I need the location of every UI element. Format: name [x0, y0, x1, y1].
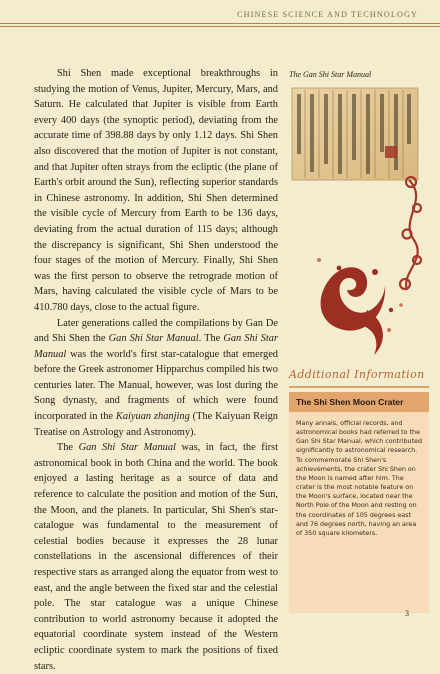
- header-rule: [0, 23, 440, 27]
- page-number: 3: [405, 609, 409, 618]
- paragraph-1: Shi Shen made exceptional breakthroughs in studying the motion of Venus, Jupiter, Mercury, Mars, and Saturn. He calculated that Jupiter is visible from Earth every 400 days (the synoptic period), deviating from the accurate time of 398.88 days by only 1.12 days. Shi Shen also discovered that the motion of Jupiter is not constant, and that Jupiter often strays from the ecliptic (the plane of Earth's orbit around the Sun), reflecting superior standards in Chinese astronomy. In addition, Shi Shen determined the visible cycle of Mercury from Earth to be 136 days, deviating from the actual duration of 115 days; although the discrepancy is significant, Shi Shen understood the four stages of the motion of Mercury. Finally, Shi Shen was the first person to observe the retrograde motion of Mars, having calculated the visible cycle of Mars to be 410.780 days, close to the actual figure.: [34, 68, 278, 313]
- p2-text-c: was the world's first star-catalogue that emerged before the Greek astronomer Hipparchus compiled his two centuries later. The Manual, however, was lost during the Song dynasty, and fragments of which were found incorporated in the: [34, 348, 278, 423]
- p3-text-a: The: [56, 442, 79, 454]
- additional-information-heading: Additional Information: [289, 368, 425, 381]
- paragraph-2: [34, 316, 278, 441]
- p2-text-d: (The Kaiyuan Reign Treatise on Astrology and Astronomy).: [34, 411, 278, 438]
- book-title-gan-shi: Gan Shi Star Manual: [78, 442, 176, 454]
- heading-underline: [289, 386, 429, 388]
- dragon-seal-artwork: [289, 160, 429, 365]
- p3-text-b: was, in fact, the first astronomical book in both China and the world. The book enjoyed a lasting heritage as a source of data and reference to calculate the position and motion of the Sun, the Moon, and the planets. In particular, Shi Shen's star-catalogue was fundamental to the measurement of celestial bodies because it expresses the 28 lunar constellations in the ascensional differences of their respective stars as arranged along the equator from west to east, and the angle between the fixed star and the celestial pole. The star catalogue was a unique Chinese contribution to world astronomy because it adopted the equatorial coordinate system instead of the Western ecliptic coordinate system to mark the positions of fixed stars.: [34, 442, 278, 672]
- p2-text-b: . The: [198, 333, 224, 345]
- info-box: [289, 392, 429, 613]
- book-title-gan-shi: Gan Shi Star Manual: [34, 333, 278, 360]
- book-title-gan-shi: Gan Shi Star Manual: [108, 333, 199, 345]
- figure-caption: The Gan Shi Star Manual: [289, 70, 372, 79]
- running-header: CHINESE SCIENCE AND TECHNOLOGY: [237, 10, 418, 19]
- info-box-text: Many annals, official records, and astronomical books had referred to the Gan Shi Star Manual, which contributed significantly to astronomical research. To commemorate Shi Shen's achievements, the crater Shi Shen on the Moon is named after him. The crater is the most notable feature on the Moon's surface, located near the North Pole of the Moon and resting on the coordinates of 105 degrees east and 76 degrees north, having an area of 350 square kilometers.: [296, 420, 422, 537]
- p2-text-a: Later generations called the compilations by Gan De and Shi Shen the: [34, 317, 278, 345]
- main-article: [34, 66, 278, 674]
- book-title-kaiyuan: Kaiyuan zhanjing: [115, 411, 190, 423]
- paragraph-3: [34, 440, 278, 674]
- info-box-title: The Shi Shen Moon Crater: [289, 392, 429, 412]
